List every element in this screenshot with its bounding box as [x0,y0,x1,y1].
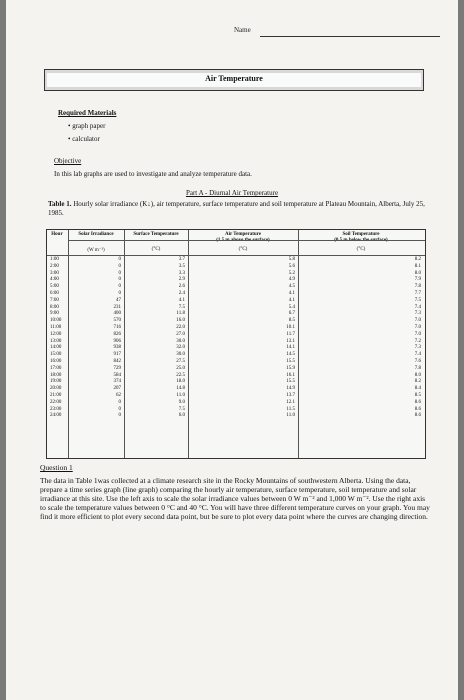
table-cell: 8.6 [414,406,421,412]
table-cell: 8.5 [288,318,295,324]
table-cell: 27.5 [176,358,185,364]
unit-solar: (W m⁻²) [87,248,105,253]
table-cell: 47 [116,297,121,303]
objective-heading: Objective [54,157,82,165]
table-cell: 6.7 [288,311,295,317]
table-cell: 3.7 [178,257,185,262]
table-cell: 30.0 [176,338,185,344]
table-cell: 11.8 [176,311,185,317]
table-cell: 7:00 [50,297,59,303]
table-cell: 7.6 [414,358,421,364]
objective-text: In this lab graphs are used to investigate and analyze temperature data. [54,170,252,178]
table-caption-label: Table 1. [48,200,72,208]
table-cell: 23:00 [50,406,62,412]
unit-surface: (°C) [151,247,161,252]
table-cell: 9:00 [50,311,59,317]
table-cell: 11:00 [50,324,62,330]
table-cell: 374 [113,379,121,385]
table-cell: 8.4 [414,386,421,392]
table-cell: 4.1 [288,290,295,296]
table-cell: 15.9 [286,365,295,371]
air-column [189,257,295,420]
table-cell: 22:00 [50,399,62,405]
table-cell: 15.5 [286,358,295,364]
header-air-sub: (1.5 m above the surface) [216,238,270,243]
table-cell: 7.3 [414,311,421,317]
table-cell: 16.0 [176,318,185,324]
table-cell: 3:00 [50,270,59,276]
table-cell: 19:00 [50,379,62,385]
table-cell: 917 [113,352,121,358]
table-cell: 2.4 [178,290,185,296]
table-cell: 15:00 [50,352,62,358]
question-text: The data in Table 1was collected at a climate research site in the Rocky Mountains of southwestern Alberta. Using the data, prepare a time series graph (line graph) comparing the hourly air temperature, surface temperature, soil temperature and solar irradiance at this site. Use the left axis to scale the solar irradiance values between 0 W m⁻² and 1,000 W m⁻². Use the right axis to scale the temperature values between 0 °C and 40 °C. You will have three different temperature curves on your graph. You may find it more efficient to plot every second data point, but be sure to plot every data point where the curves are changing direction. [40,476,430,521]
table-cell: 16:00 [50,358,62,364]
header-soil: Soil Temperature (0.5 m below the surface) [299,232,423,244]
table-cell: 842 [113,358,121,364]
table-cell: 7.0 [414,318,421,324]
table-cell: 906 [113,338,121,344]
name-line [260,36,440,37]
table-cell: 30.0 [176,352,185,358]
table-cell: 0 [118,284,121,290]
table-cell: 8.5 [414,392,421,398]
part-heading: Part A - Diurnal Air Temperature [185,189,279,197]
table-cell: 826 [113,331,121,337]
table-cell: 14:00 [50,345,62,351]
material-item: • calculator [68,135,100,143]
table-cell: 7.2 [414,338,421,344]
table-cell: 584 [113,372,121,378]
unit-air: (°C) [238,247,248,252]
table-cell: 8.0 [414,372,421,378]
table-cell: 16.1 [286,372,295,378]
header-solar: Solar Irradiance [78,232,114,237]
table-cell: 17:00 [50,365,62,371]
table-cell: 0 [118,290,121,296]
table-cell: 7.5 [414,297,421,303]
table-caption [48,200,428,218]
table-cell: 7.3 [414,345,421,351]
table-cell: 7.7 [414,290,421,296]
table-cell: 5.6 [288,263,295,269]
table-cell: 13.7 [286,392,295,398]
header-surface: Surface Temperature [133,232,179,237]
table-cell: 2.6 [178,284,185,290]
table-cell: 14.9 [286,386,295,392]
table-cell: 7.8 [414,365,421,371]
table-cell: 12.1 [286,399,295,405]
table-cell: 5:00 [50,284,59,290]
table-cell: 570 [113,318,121,324]
table-cell: 1:00 [50,257,59,262]
data-table [46,229,426,459]
table-cell: 10.1 [286,324,295,330]
table-cell: 716 [113,324,121,330]
table-cell: 14.8 [176,386,185,392]
table-cell: 32.0 [176,345,185,351]
table-cell: 0 [118,413,121,419]
table-cell: 7.4 [414,352,421,358]
table-cell: 7.0 [414,331,421,337]
table-cell: 14.5 [286,352,295,358]
table-cell: 8.0 [414,270,421,276]
table-cell: 4:00 [50,277,59,283]
table-cell: 207 [113,386,121,392]
table-cell: 3.3 [178,270,185,276]
table-cell: 8.6 [414,399,421,405]
header-air: Air Temperature (1.5 m above the surface) [189,232,297,244]
table-cell: 10:00 [50,318,62,324]
table-cell: 4.1 [288,297,295,303]
name-label: Name [234,26,251,34]
table-cell: 2.9 [178,277,185,283]
table-cell: 0 [118,406,121,412]
table-cell: 0 [118,263,121,269]
hour-column [50,257,67,420]
table-cell: 8.6 [414,413,421,419]
table-cell: 13:00 [50,338,62,344]
table-cell: 8.2 [414,379,421,385]
table-cell: 938 [113,345,121,351]
table-cell: 14.1 [286,345,295,351]
table-cell: 9.0 [178,399,185,405]
worksheet-page [6,0,458,700]
table-cell: 8.1 [414,263,421,269]
table-cell: 12:00 [50,331,62,337]
table-cell: 0 [118,277,121,283]
table-cell: 2:00 [50,263,59,269]
header-hour: Hour [51,232,63,237]
page-title: Air Temperature [205,74,263,83]
solar-column [69,257,121,420]
table-cell: 11.7 [286,331,295,337]
table-cell: 6:00 [50,290,59,296]
table-cell: 11.0 [176,392,185,398]
header-soil-sub: (0.5 m below the surface) [334,238,388,243]
table-cell: 7.5 [178,406,185,412]
table-cell: 22.5 [176,372,185,378]
table-cell: 4.1 [178,297,185,303]
table-cell: 0 [118,270,121,276]
materials-heading: Required Materials [58,109,117,117]
table-cell: 24:00 [50,413,62,419]
title-box [44,69,424,91]
table-caption-text: Hourly solar irradiance (K↓), air temperature, surface temperature and soil temperature at Plateau Mountain, Alberta, July 25, 1985. [48,200,425,217]
table-cell: 8:00 [50,304,59,310]
table-cell: 18.0 [176,379,185,385]
table-cell: 0 [118,257,121,262]
table-cell: 6.0 [178,413,185,419]
table-cell: 4.9 [288,277,295,283]
table-cell: 11.0 [286,413,295,419]
table-cell: 7.8 [414,284,421,290]
soil-column [299,257,421,420]
table-cell: 7.5 [178,304,185,310]
table-cell: 729 [113,365,121,371]
table-cell: 5.8 [288,257,295,262]
table-cell: 4.5 [288,284,295,290]
table-cell: 21:00 [50,392,62,398]
table-cell: 5.2 [288,270,295,276]
table-cell: 8.2 [414,257,421,262]
table-cell: 0 [118,399,121,405]
table-cell: 20:00 [50,386,62,392]
table-cell: 11.5 [286,406,295,412]
table-cell: 25.0 [176,365,185,371]
table-cell: 5.4 [288,304,295,310]
table-cell: 7.9 [414,277,421,283]
table-divider [69,240,425,241]
table-cell: 13.1 [286,338,295,344]
table-cell: 7.4 [414,304,421,310]
question-heading: Question 1 [40,463,73,472]
material-item: • graph paper [68,122,106,130]
table-cell: 27.0 [176,331,185,337]
table-cell: 22.0 [176,324,185,330]
table-cell: 400 [113,311,121,317]
unit-soil: (°C) [356,247,366,252]
surface-column [125,257,185,420]
table-cell: 15.5 [286,379,295,385]
table-cell: 231 [113,304,121,310]
table-cell: 7.0 [414,324,421,330]
table-cell: 3.5 [178,263,185,269]
table-divider [47,255,425,256]
table-cell: 62 [116,392,121,398]
table-cell: 18:00 [50,372,62,378]
